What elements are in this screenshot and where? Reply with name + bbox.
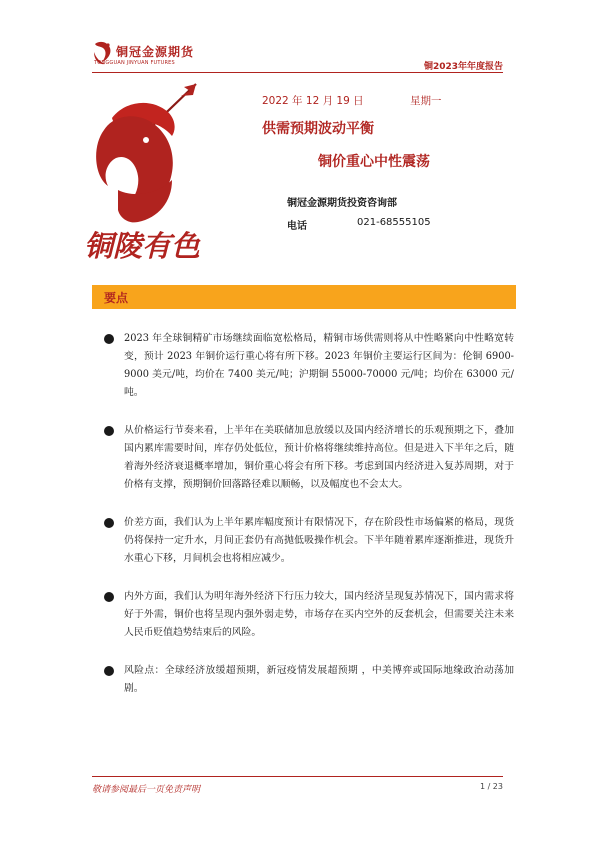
list-item-text: 风险点：全球经济放缓超预期，新冠疫情发展超预期 ，中美博弈或国际地缘政治动荡加剧。 (124, 665, 514, 694)
disclaimer-note: 敬请参阅最后一页免责声明 (92, 785, 201, 795)
section-title: 要点 (104, 291, 129, 305)
page-number: 1 / 23 (479, 782, 503, 791)
list-item-text: 内外方面，我们认为明年海外经济下行压力较大，国内经济呈现复苏情况下，国内需求将好于外需，铜价也将呈现内强外弱走势，市场存在买内空外的反套机会，但需要关注未来人民币贬值趋势结束后的风险。 (124, 591, 514, 638)
section-header-bar (92, 285, 516, 309)
report-label: 铜2023年年度报告 (423, 62, 503, 72)
bullet-icon (104, 518, 114, 528)
list-item-text: 从价格运行节奏来看，上半年在美联储加息放缓以及国内经济增长的乐观预期之下，叠加国内累库需要时间，库存仍处低位，预计价格将继续维持高位。但是进入下半年之后，随着海外经济衰退概率增加，铜价重心将会有所下移。考虑到国内经济进入复苏周期，对于价格有支撑，预期铜价回落路径难以顺畅，以及幅度也不会太大。 (124, 425, 514, 490)
report-title: 供需预期波动平衡 (262, 121, 374, 137)
department: 铜冠金源期货投资咨询部 (287, 198, 397, 209)
list-item (104, 588, 514, 642)
list-item-text: 2023 年全球铜精矿市场继续面临宽松格局，精铜市场供需则将从中性略紧向中性略宽转变，预计 2023 年铜价运行重心将有所下移。2023 年铜价主要运行区间为：伦铜 6900-9000 美元/吨，均价在 7400 美元/吨；沪期铜 55000-70000 元/吨；均价在 63000 元/吨。 (124, 333, 514, 398)
list-item (104, 330, 514, 402)
phone-number: 021-68555105 (357, 217, 431, 228)
list-item (104, 514, 514, 568)
footer-divider (92, 776, 503, 777)
phone-label: 电话 (287, 221, 307, 232)
list-item (104, 422, 514, 494)
cover-calligraphy: 铜陵有色 (84, 229, 201, 263)
list-item-text: 价差方面，我们认为上半年累库幅度预计有限情况下，存在阶段性市场偏紧的格局，现货仍将保持一定升水，月间正套仍有高抛低吸操作机会。下半年随着累库逐渐推进，现货升水重心下移，月间机会也将相应减少。 (124, 517, 514, 564)
report-date: 2022 年 12 月 19 日 (262, 95, 364, 107)
company-name-en: TONGGUAN JINYUAN FUTURES (94, 60, 175, 66)
cover-emblem-icon (80, 78, 220, 286)
company-name-cn: 铜冠金源期货 (116, 45, 195, 59)
report-subtitle: 铜价重心中性震荡 (318, 154, 430, 170)
header-divider (92, 72, 503, 73)
report-weekday: 星期一 (410, 95, 442, 107)
bullet-icon (104, 426, 114, 436)
key-points-list (104, 330, 514, 718)
bullet-icon (104, 666, 114, 676)
bullet-icon (104, 592, 114, 602)
list-item (104, 662, 514, 698)
bullet-icon (104, 334, 114, 344)
